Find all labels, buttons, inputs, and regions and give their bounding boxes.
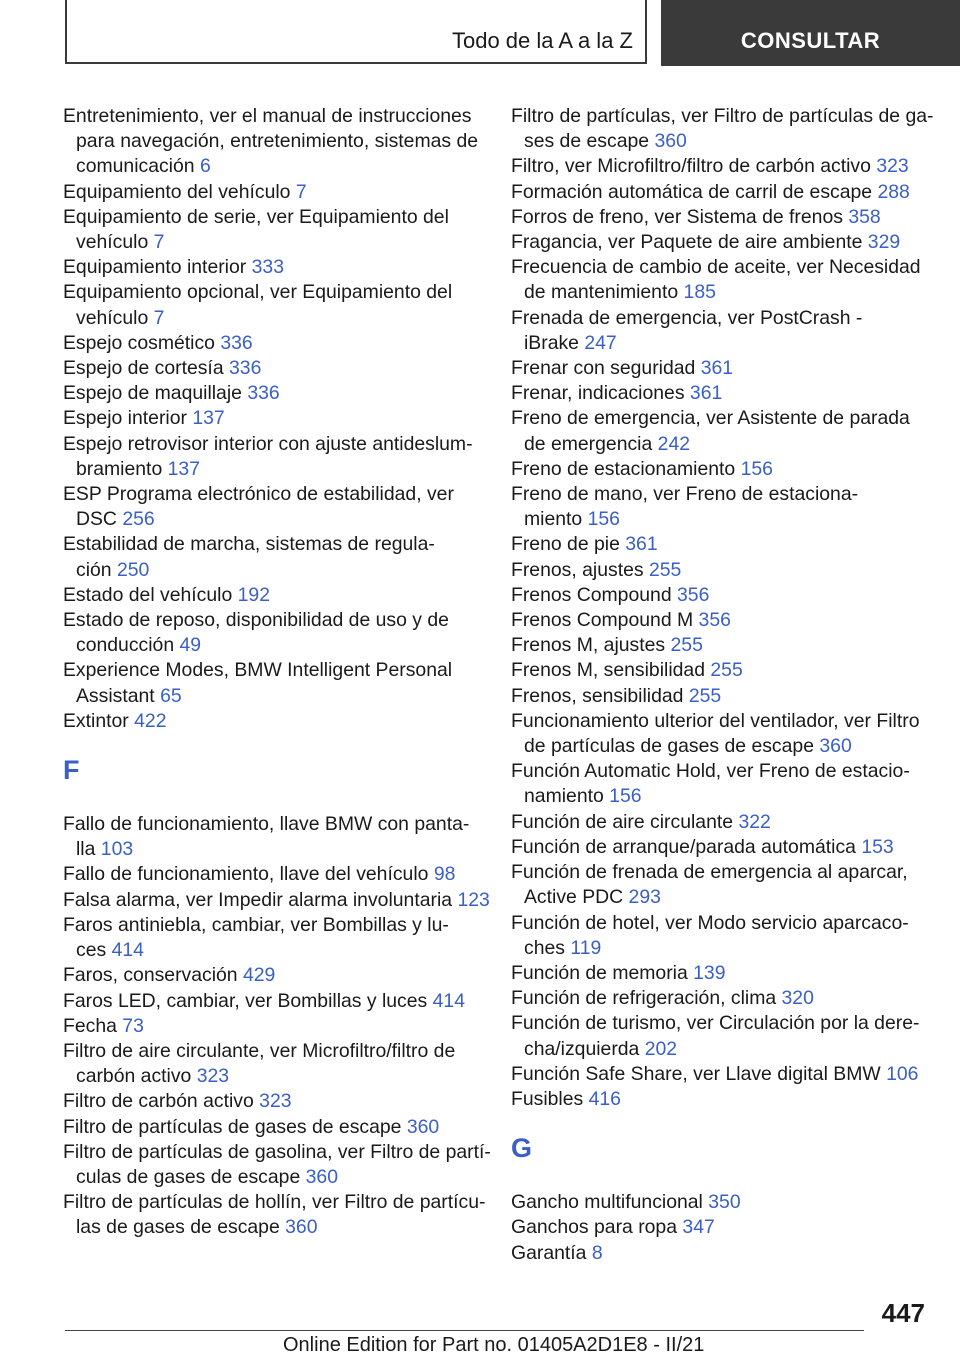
page-reference-link[interactable]: 256 [122, 508, 155, 531]
page-reference-link[interactable]: 137 [167, 457, 200, 480]
page-reference-link[interactable]: 323 [196, 1065, 230, 1088]
index-entry [511, 1062, 931, 1087]
index-entry-text: Frenos, ajustes [511, 558, 649, 581]
page-reference-link[interactable]: 322 [738, 810, 771, 833]
page-reference-link[interactable]: 336 [229, 357, 262, 380]
index-entry-text: Espejo cosmético [63, 331, 221, 354]
index-entry [511, 835, 931, 860]
index-entry [63, 205, 483, 255]
index-entry-text: iBrake [524, 331, 585, 354]
index-entry-text: Función de hotel, ver Modo servicio aparcaco- [511, 911, 909, 934]
index-entry [63, 1039, 483, 1089]
index-entry [511, 255, 931, 305]
index-entry-text: Filtro, ver Microfiltro/filtro de carbón activo [511, 155, 877, 178]
index-entry-text: Active PDC [524, 886, 629, 909]
index-entry [511, 180, 931, 205]
page-reference-link[interactable]: 7 [153, 306, 165, 329]
index-entry-text: Faros LED, cambiar, ver Bombillas y luces [63, 989, 433, 1012]
index-entry-text: ESP Programa electrónico de estabilidad, ver [63, 483, 454, 506]
index-entry-text: Filtro de partículas de hollín, ver Filtro de partícu- [63, 1191, 486, 1214]
index-entry-text: Filtro de partículas, ver Filtro de partículas de ga- [511, 105, 934, 127]
section-letter: G [511, 1133, 533, 1164]
index-entry [511, 1215, 931, 1240]
index-entry-text: Extintor [63, 709, 135, 732]
page-reference-link[interactable]: 156 [740, 457, 773, 480]
index-entry [63, 812, 483, 862]
index-entry-text: para navegación, entretenimiento, sistemas de [76, 130, 479, 153]
index-entry [511, 608, 931, 633]
index-entry [511, 356, 931, 381]
page-reference-link[interactable]: 49 [179, 634, 202, 657]
index-entry-text: Freno de pie [511, 533, 626, 556]
index-entry-text: vehículo [76, 231, 154, 254]
page-reference-link[interactable]: 333 [251, 256, 284, 279]
index-entry [511, 911, 931, 961]
index-entry [63, 406, 483, 431]
index-entry [63, 1140, 491, 1190]
section-letter: F [63, 755, 80, 786]
index-entry-text: Función Automatic Hold, ver Freno de estacio- [511, 760, 910, 783]
page-reference-link[interactable]: 255 [710, 659, 743, 682]
index-entry-text: Freno de mano, ver Freno de estaciona- [511, 483, 859, 506]
index-entry-text: bramiento [76, 457, 168, 480]
page-reference-link[interactable]: 242 [657, 432, 691, 455]
page-reference-link[interactable]: 360 [406, 1115, 440, 1138]
index-entry [511, 583, 931, 608]
index-entry-text: Formación automática de carril de escape [511, 180, 878, 203]
index-entry-text: DSC [76, 508, 123, 531]
index-entry-text: Frenada de emergencia, ver PostCrash - [511, 306, 863, 329]
index-entry-text: Espejo de maquillaje [63, 382, 248, 405]
top-tab-bar [0, 0, 960, 66]
page-reference-link[interactable]: 360 [285, 1216, 318, 1239]
index-entry [511, 154, 931, 179]
index-entry [63, 658, 483, 708]
page-reference-link[interactable]: 8 [591, 1241, 603, 1264]
page-reference-link[interactable]: 255 [670, 634, 703, 657]
index-entry-text: Ganchos para ropa [511, 1216, 683, 1239]
index-entry-text: Fallo de funcionamiento, llave del vehículo [63, 863, 434, 886]
index-entry-text: miento [524, 508, 588, 531]
page-reference-link[interactable]: 361 [689, 382, 723, 405]
page-reference-link[interactable]: 360 [305, 1165, 338, 1188]
index-entry [511, 709, 931, 759]
index-entry-text: Frenos M, ajustes [511, 634, 671, 657]
index-entry-text: Fragancia, ver Paquete de aire ambiente [511, 231, 868, 254]
index-entry-text: Función de memoria [511, 961, 694, 984]
index-entry [63, 963, 483, 988]
index-entry [63, 989, 483, 1014]
index-entry [63, 1115, 483, 1140]
index-entry [511, 482, 931, 532]
page-reference-link[interactable]: 202 [644, 1037, 678, 1060]
index-entry-text: Gancho multifuncional [511, 1191, 709, 1214]
index-entry [63, 583, 483, 608]
page-reference-link[interactable]: 103 [100, 838, 134, 861]
index-entry-text: Filtro de partículas de gasolina, ver Filtro de partí- [63, 1140, 491, 1163]
index-entry-text: comunicación [76, 155, 200, 178]
index-entry-text: conducción [76, 634, 180, 657]
page-reference-link[interactable]: 156 [609, 785, 642, 808]
footer-edition-text: Online Edition for Part no. 01405A2D1E8 - II/21 [283, 1334, 705, 1356]
index-entry-text: Freno de emergencia, ver Asistente de parada [511, 407, 910, 430]
index-entry-text: Función Safe Share, ver Llave digital BMW [511, 1062, 887, 1085]
page-reference-link[interactable]: 7 [295, 180, 307, 203]
index-entry-text: Espejo interior [63, 407, 193, 430]
page-reference-link[interactable]: 414 [432, 989, 465, 1012]
index-entry-text: Estado de reposo, disponibilidad de uso y de [63, 609, 449, 632]
index-entry-text: Experience Modes, BMW Intelligent Personal [63, 659, 453, 682]
page-reference-link[interactable]: 288 [877, 180, 910, 203]
index-entry-text: de mantenimiento [524, 281, 684, 304]
page-reference-link[interactable]: 361 [700, 357, 734, 380]
index-entry [511, 457, 931, 482]
index-entry-text: Entretenimiento, ver el manual de instrucciones [63, 105, 472, 127]
page-reference-link[interactable]: 255 [648, 558, 682, 581]
index-entry-text: Función de arranque/parada automática [511, 835, 862, 858]
index-entry [511, 658, 931, 683]
index-entry [511, 306, 931, 356]
index-entry-text: carbón activo [76, 1065, 197, 1088]
page-reference-link[interactable]: 98 [433, 863, 456, 886]
index-entry-text: Espejo de cortesía [63, 357, 229, 380]
footer-divider [65, 1330, 864, 1331]
index-entry-text: Función de refrigeración, clima [511, 987, 782, 1010]
index-entry [63, 280, 483, 330]
index-entry-text: namiento [524, 785, 610, 808]
index-entry-text: Equipamiento interior [63, 256, 252, 279]
page-reference-link[interactable]: 6 [199, 155, 211, 178]
index-entry [511, 558, 931, 583]
page-reference-link[interactable]: 356 [698, 609, 731, 632]
index-column-left [63, 104, 491, 1241]
index-entry [511, 684, 931, 709]
index-entry-text: Equipamiento del vehículo [63, 180, 296, 203]
page-reference-link[interactable]: 139 [693, 961, 726, 984]
index-entry-text: Frecuencia de cambio de aceite, ver Necesidad [511, 256, 921, 279]
index-entry-text: Filtro de partículas de gases de escape [63, 1115, 407, 1138]
index-entry-text: las de gases de escape [76, 1216, 286, 1239]
index-entry-text: Filtro de aire circulante, ver Microfiltro/filtro de [63, 1039, 456, 1062]
index-entry [511, 230, 931, 255]
index-entry [63, 913, 483, 963]
index-entry [511, 104, 934, 154]
page-reference-link[interactable]: 347 [682, 1216, 715, 1239]
index-entry-text: ces [76, 939, 112, 962]
index-entry-text: Estabilidad de marcha, sistemas de regula- [63, 533, 435, 556]
page-reference-link[interactable]: 65 [160, 684, 182, 707]
page-reference-link[interactable]: 123 [457, 888, 490, 911]
page-reference-link[interactable]: 429 [242, 964, 276, 987]
page-number: 447 [881, 1298, 925, 1328]
index-entry-text: de emergencia [524, 432, 658, 455]
index-entry-text: Frenos M, sensibilidad [511, 659, 711, 682]
page-reference-link[interactable]: 414 [111, 939, 144, 962]
index-entry-text: Frenar con seguridad [511, 357, 701, 380]
index-entry [511, 810, 931, 835]
page-reference-link[interactable]: 320 [781, 987, 814, 1010]
index-entry-text: Función de turismo, ver Circulación por la dere- [511, 1012, 920, 1035]
index-entry-text: Fecha [63, 1014, 123, 1037]
index-entry-text: Faros antiniebla, cambiar, ver Bombillas y lu- [63, 913, 449, 936]
page-reference-link[interactable]: 119 [570, 936, 602, 959]
index-entry [63, 482, 483, 532]
index-entry [511, 1011, 931, 1061]
index-entry-text: Forros de freno, ver Sistema de frenos [511, 205, 849, 228]
index-entry [63, 331, 483, 356]
index-entry-text: Assistant [76, 684, 161, 707]
index-entry-text: ses de escape [524, 130, 655, 153]
index-entry-text: vehículo [76, 306, 154, 329]
index-entry-text: Función de frenada de emergencia al aparcar, [511, 861, 908, 884]
page-reference-link[interactable]: 73 [122, 1014, 144, 1037]
page-reference-link[interactable]: 137 [192, 407, 225, 430]
index-entry-text: Fusibles [511, 1087, 589, 1110]
page-reference-link[interactable]: 422 [134, 709, 167, 732]
index-entry [511, 633, 931, 658]
index-entry-text: Estado del vehículo [63, 583, 238, 606]
index-entry [511, 759, 931, 809]
page-reference-link[interactable]: 360 [654, 130, 687, 153]
page-reference-link[interactable]: 153 [861, 835, 894, 858]
index-entry-text: Frenos Compound M [511, 609, 699, 632]
page-reference-link[interactable]: 336 [220, 331, 253, 354]
index-entry [63, 532, 483, 582]
index-entry-text: Freno de estacionamiento [511, 457, 741, 480]
index-entry-text: Espejo retrovisor interior con ajuste antideslum- [63, 432, 473, 455]
page-reference-link[interactable]: 329 [867, 231, 901, 254]
page-reference-link[interactable]: 255 [688, 684, 722, 707]
index-entry [63, 862, 483, 887]
page-reference-link[interactable]: 358 [848, 205, 881, 228]
index-entry [511, 381, 931, 406]
index-entry-text: lla [76, 838, 101, 861]
index-entry-text: Frenar, indicaciones [511, 382, 690, 405]
page-reference-link[interactable]: 156 [587, 508, 620, 531]
tab-consultar[interactable]: CONSULTAR [661, 0, 960, 66]
page-reference-link[interactable]: 250 [116, 558, 150, 581]
index-entry-text: Filtro de carbón activo [63, 1090, 260, 1113]
index-entry-text: Garantía [511, 1241, 592, 1264]
page-reference-link[interactable]: 356 [677, 583, 710, 606]
page-reference-link[interactable]: 247 [584, 331, 617, 354]
index-entry-text: ches [524, 936, 571, 959]
index-entry-text: Función de aire circulante [511, 810, 739, 833]
page-reference-link[interactable]: 293 [628, 886, 661, 909]
index-entry-text: ción [76, 558, 117, 581]
page-reference-link[interactable]: 323 [259, 1090, 292, 1113]
page-reference-link[interactable]: 350 [708, 1191, 741, 1214]
index-entry-text: Frenos Compound [511, 583, 677, 606]
page-reference-link[interactable]: 7 [153, 231, 165, 254]
index-entry-text: Fallo de funcionamiento, llave BMW con panta- [63, 813, 470, 836]
index-entry [63, 888, 490, 913]
page-reference-link[interactable]: 361 [625, 533, 658, 556]
page-reference-link[interactable]: 106 [886, 1062, 919, 1085]
index-entry-text: cha/izquierda [524, 1037, 645, 1060]
index-entry [63, 180, 483, 205]
index-entry [63, 1014, 483, 1039]
index-entry [511, 961, 931, 986]
page-reference-link[interactable]: 185 [683, 281, 716, 304]
index-entry [511, 860, 931, 910]
index-entry [63, 608, 483, 658]
index-entry [63, 1190, 486, 1240]
index-entry-text: culas de gases de escape [76, 1165, 306, 1188]
index-entry [511, 1087, 931, 1112]
index-entry-text: Falsa alarma, ver Impedir alarma involuntaria [63, 888, 458, 911]
index-entry [511, 532, 931, 557]
index-entry-text: Faros, conservación [63, 964, 243, 987]
index-entry [511, 205, 931, 230]
index-entry [63, 356, 483, 381]
index-entry-text: de partículas de gases de escape [524, 735, 820, 758]
index-entry [63, 255, 483, 280]
page-reference-link[interactable]: 416 [588, 1087, 621, 1110]
index-entry [511, 1190, 931, 1215]
page-reference-link[interactable]: 360 [819, 735, 852, 758]
index-entry-text: Funcionamiento ulterior del ventilador, ver Filtro [511, 709, 920, 732]
index-entry [511, 1241, 931, 1266]
index-entry [511, 986, 931, 1011]
index-entry-text: Frenos, sensibilidad [511, 684, 689, 707]
index-entry [511, 406, 931, 456]
page-reference-link[interactable]: 323 [876, 155, 909, 178]
index-entry [63, 104, 483, 180]
page-reference-link[interactable]: 336 [247, 382, 280, 405]
index-entry [63, 1089, 483, 1114]
index-entry [63, 709, 483, 734]
tab-index-a-z[interactable]: Todo de la A a la Z [65, 0, 647, 64]
index-entry [63, 381, 483, 406]
index-entry [63, 432, 483, 482]
index-entry-text: Equipamiento opcional, ver Equipamiento del [63, 281, 453, 304]
index-entry-text: Equipamiento de serie, ver Equipamiento del [63, 205, 449, 228]
index-column-right [511, 104, 934, 1266]
page-reference-link[interactable]: 192 [237, 583, 270, 606]
